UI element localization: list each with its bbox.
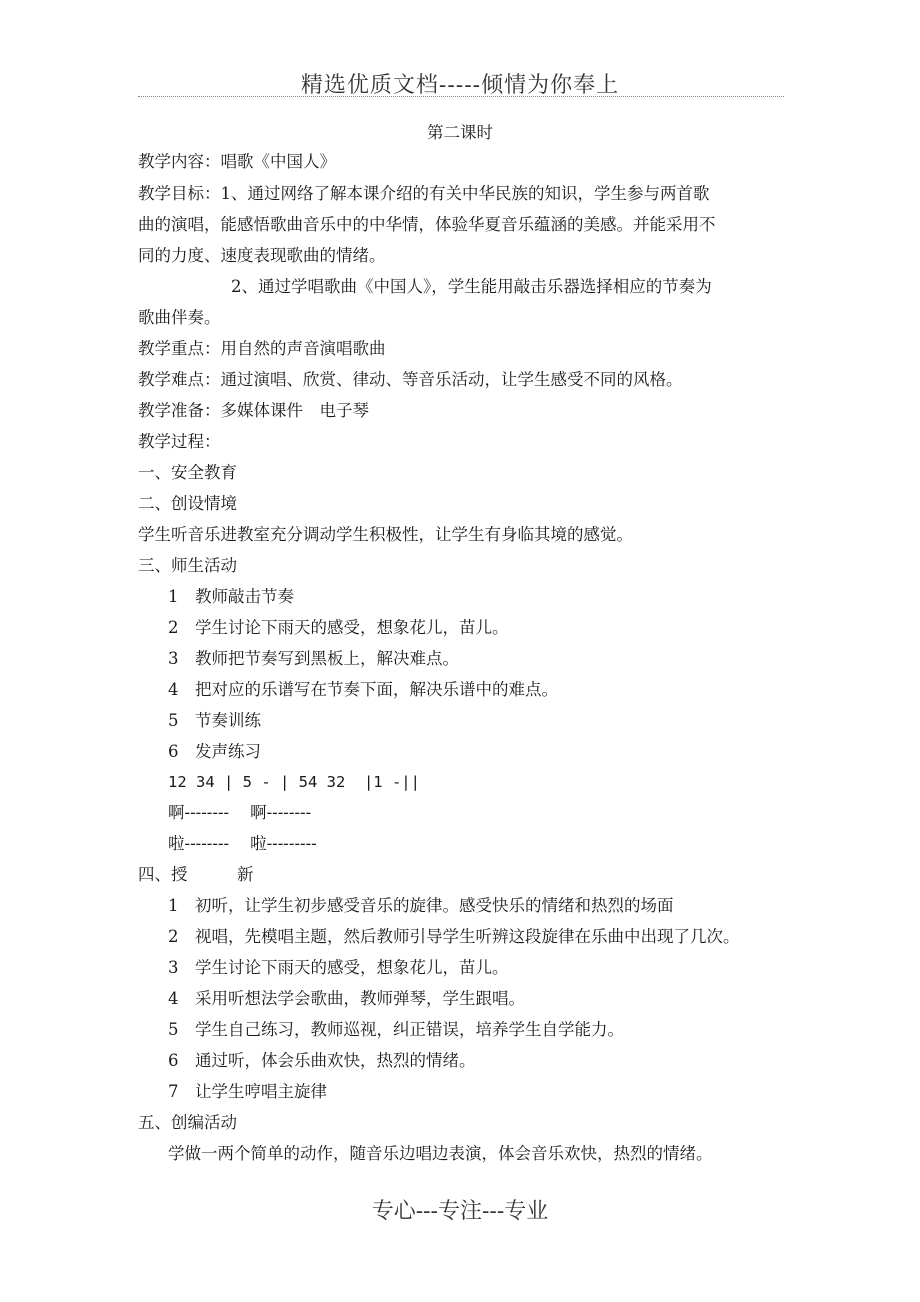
paragraph: 学生听音乐进教室充分调动学生积极性，让学生有身临其境的感觉。 xyxy=(138,525,633,544)
page-header: 精选优质文档-----倾情为你奉上 xyxy=(300,73,620,98)
section-heading: 四、授 新 xyxy=(138,865,254,884)
teaching-goal-line-4: 2、通过学唱歌曲《中国人》，学生能用敲击乐器选择相应的节奏为 xyxy=(231,277,712,296)
vocal-syllables-la: 啦-------- 啦--------- xyxy=(168,834,317,853)
section-heading: 一、安全教育 xyxy=(138,463,237,482)
vocal-syllables-a: 啊-------- 啊-------- xyxy=(168,803,312,822)
list-item: 3 学生讨论下雨天的感受，想象花儿，苗儿。 xyxy=(168,958,509,977)
list-item: 1 初听，让学生初步感受音乐的旋律。感受快乐的情绪和热烈的场面 xyxy=(168,896,674,915)
music-notation: 12 34 | 5 - | 54 32 |1 -|| xyxy=(168,773,420,791)
lesson-title: 第二课时 xyxy=(427,123,493,142)
teaching-goal-line-1: 教学目标：1、通过网络了解本课介绍的有关中华民族的知识，学生参与两首歌 xyxy=(138,184,710,203)
list-item: 4 采用听想法学会歌曲，教师弹琴，学生跟唱。 xyxy=(168,989,525,1008)
section-heading: 五、创编活动 xyxy=(138,1113,237,1132)
list-item: 4 把对应的乐谱写在节奏下面，解决乐谱中的难点。 xyxy=(168,680,558,699)
teaching-goal-line-2: 曲的演唱，能感悟歌曲音乐中的中华情，体验华夏音乐蕴涵的美感。并能采用不 xyxy=(138,215,716,234)
header-divider xyxy=(138,96,784,97)
teaching-content: 教学内容：唱歌《中国人》 xyxy=(138,152,336,171)
section-heading: 三、师生活动 xyxy=(138,556,237,575)
teaching-process: 教学过程： xyxy=(138,432,221,451)
list-item: 6 通过听，体会乐曲欢快，热烈的情绪。 xyxy=(168,1051,476,1070)
list-item: 5 学生自己练习，教师巡视，纠正错误，培养学生自学能力。 xyxy=(168,1020,624,1039)
list-item: 5 节奏训练 xyxy=(168,711,261,730)
list-item: 7 让学生哼唱主旋律 xyxy=(168,1082,327,1101)
teaching-difficulty: 教学难点：通过演唱、欣赏、律动、等音乐活动，让学生感受不同的风格。 xyxy=(138,370,683,389)
teaching-goal-line-5: 歌曲伴奏。 xyxy=(138,308,221,327)
teaching-goal-line-3: 同的力度、速度表现歌曲的情绪。 xyxy=(138,246,386,265)
page-footer: 专心---专注---专业 xyxy=(371,1199,549,1224)
list-item: 2 学生讨论下雨天的感受，想象花儿，苗儿。 xyxy=(168,618,509,637)
list-item: 3 教师把节奏写到黑板上，解决难点。 xyxy=(168,649,459,668)
list-item: 1 教师敲击节奏 xyxy=(168,587,294,606)
section-heading: 二、创设情境 xyxy=(138,494,237,513)
teaching-focus: 教学重点：用自然的声音演唱歌曲 xyxy=(138,339,386,358)
list-item: 6 发声练习 xyxy=(168,742,261,761)
list-item: 2 视唱，先模唱主题，然后教师引导学生听辨这段旋律在乐曲中出现了几次。 xyxy=(168,927,740,946)
paragraph: 学做一两个简单的动作，随音乐边唱边表演，体会音乐欢快，热烈的情绪。 xyxy=(168,1144,713,1163)
teaching-preparation: 教学准备：多媒体课件 电子琴 xyxy=(138,401,369,420)
